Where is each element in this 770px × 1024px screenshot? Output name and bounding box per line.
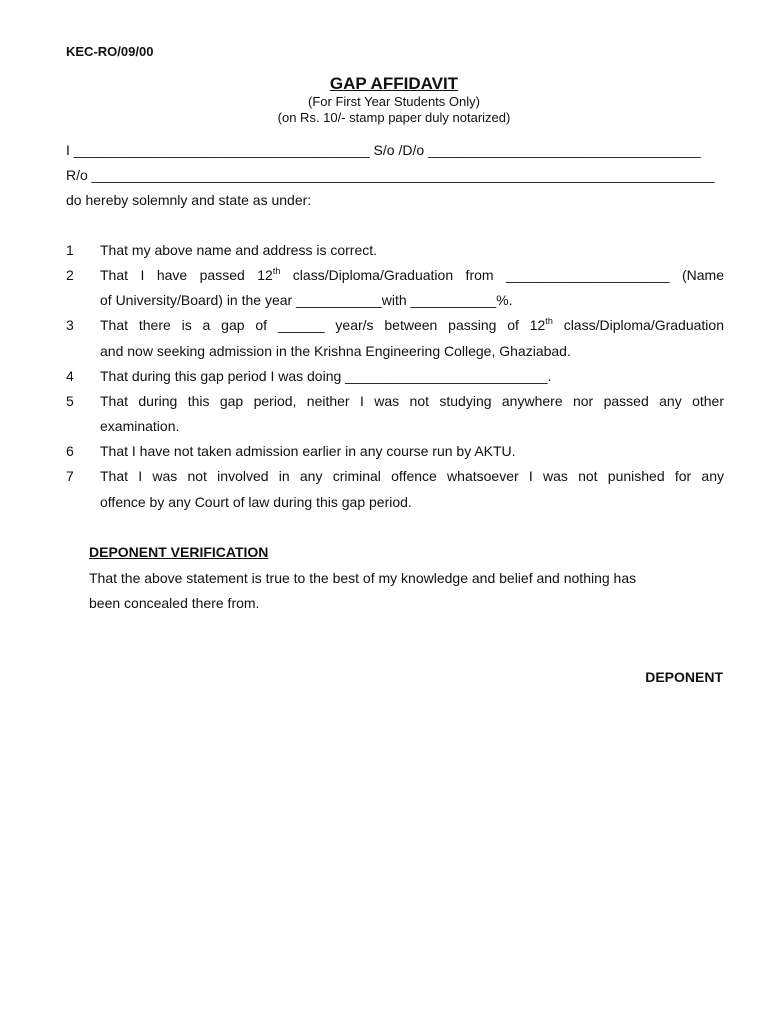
item-text: That during this gap period I was doing __________________________. (100, 368, 552, 384)
verification-text: That the above statement is true to the best of my knowledge and belief and nothing has (89, 570, 637, 586)
declaration-line: do hereby solemnly and state as under: (66, 192, 312, 208)
item-text: That I was not involved in any criminal offence whatsoever I was not punished for any (100, 468, 724, 484)
item-text: That during this gap period, neither I was not studying anywhere nor passed any other (100, 393, 724, 409)
subtitle-first-year: (For First Year Students Only) (308, 94, 480, 109)
document-code: KEC-RO/09/00 (66, 44, 154, 59)
item-text: That I have passed 12th class/Diploma/Graduation from _____________________ (Name (100, 266, 724, 283)
item-text-continued: offence by any Court of law during this gap period. (100, 494, 412, 510)
item-number: 7 (66, 468, 74, 484)
deponent-signature-label: DEPONENT (645, 669, 723, 685)
verification-text-continued: been concealed there from. (89, 595, 260, 611)
item-text: That there is a gap of ______ year/s between passing of 12th class/Diploma/Graduation (100, 316, 724, 333)
document-title: GAP AFFIDAVIT (329, 74, 459, 93)
item-number: 1 (66, 242, 74, 258)
item-text-continued: examination. (100, 418, 180, 434)
item-text-continued: and now seeking admission in the Krishna Engineering College, Ghaziabad. (100, 343, 571, 359)
verification-heading: DEPONENT VERIFICATION (89, 544, 269, 560)
item-number: 5 (66, 393, 74, 409)
item-number: 6 (66, 443, 74, 459)
item-text: That I have not taken admission earlier in any course run by AKTU. (100, 443, 516, 459)
item-number: 4 (66, 368, 74, 384)
item-text-continued: of University/Board) in the year ___________with ___________%. (100, 292, 513, 308)
item-number: 3 (66, 317, 74, 333)
item-number: 2 (66, 267, 74, 283)
address-line: R/o ________________________________________________________________________________ (66, 167, 715, 183)
name-line: I ______________________________________ S/o /D/o ___________________________________ (66, 142, 701, 158)
subtitle-stamp-paper: (on Rs. 10/- stamp paper duly notarized) (277, 110, 511, 125)
item-text: That my above name and address is correct. (100, 242, 378, 258)
